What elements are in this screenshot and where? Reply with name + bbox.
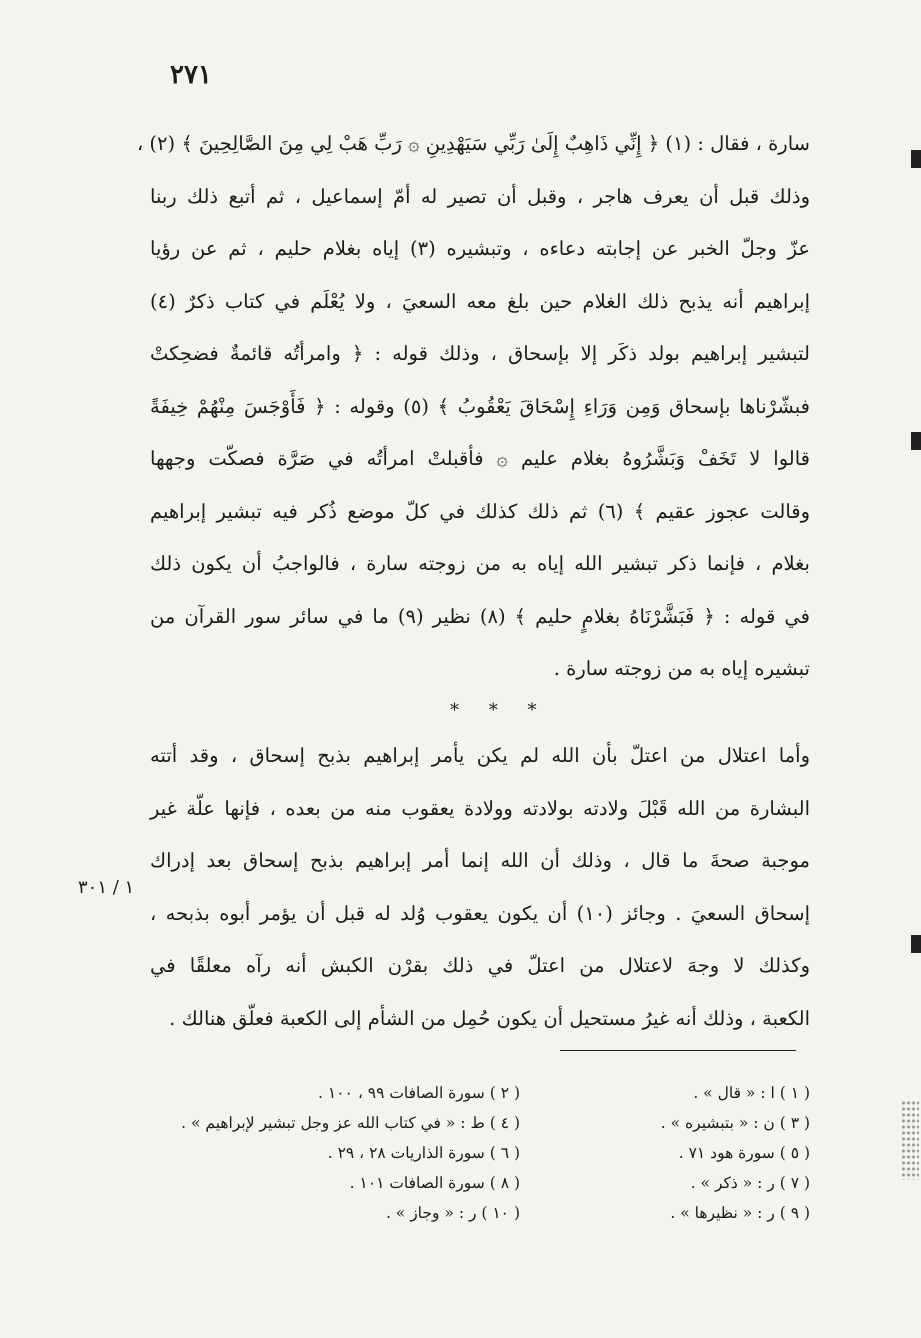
text-line: البشارة من الله قَبْلَ ولادته بولادته وولادة يعقوب منه من بعده ، فإنها علّة غير (150, 796, 810, 820)
footnote-divider (560, 1050, 796, 1051)
footnote: ( ٤ ) ط : « في كتاب الله عز وجل تبشير لإبراهيم » . (181, 1114, 520, 1132)
second-text-block (150, 730, 810, 1045)
footnotes-block (150, 1078, 810, 1228)
scan-edge-mark (911, 935, 921, 953)
margin-reference: ١ / ٣٠١ (78, 877, 135, 898)
footnote: ( ٥ ) سورة هود ٧١ . (678, 1144, 810, 1162)
text-line: وقالت عجوز عقيم ﴾ (٦) ثم ذلك كذلك في كلّ موضع ذُكر فيه تبشير إبراهيم (150, 499, 811, 523)
footnote: ( ١ ) ا : « قال » . (693, 1084, 810, 1102)
text-line: وأما اعتلال من اعتلّ بأن الله لم يكن يأمر إبراهيم بذبح إسحاق ، وقد أتته (150, 744, 810, 767)
footnote: ( ٩ ) ر : « نظيرها » . (670, 1204, 810, 1222)
footnote-row (150, 1108, 810, 1138)
text-line: إبراهيم أنه يذبح ذلك الغلام حين بلغ معه السعيَ ، ولا يُعْلَم في كتاب ذكرٌ (٤) (150, 289, 810, 313)
footnote-row (150, 1078, 810, 1108)
text-line: الكعبة ، وذلك أنه غيرُ مستحيل أن يكون حُمِل من الشأم إلى الكعبة فعلّق هنالك . (169, 1006, 810, 1030)
text-line: إسحاق السعيَ . وجائز (١٠) أن يكون يعقوب وُلد له قبل أن يؤمر أبوه بذبحه ، (150, 901, 811, 925)
text-line: فبشّرْناها بإسحاق وَمِن وَرَاءِ إِسْحَاقَ يَعْقُوبُ ﴾ (٥) وقوله : ﴿ فَأَوْجَسَ مِنْهُمْ خِيفَةً (150, 394, 810, 418)
text-line: في قوله : ﴿ فَبَشَّرْنَاهُ بغلامٍ حليم ﴾ (٨) نظير (٩) ما في سائر سور القرآن من (150, 604, 810, 628)
text-line: عزّ وجلّ الخبر عن إجابته دعاءه ، وتبشيره (٣) إياه بغلام حليم ، ثم عن رؤيا (150, 237, 810, 260)
text-line: بغلام ، فإنما ذكر تبشير الله إياه به من زوجته سارة ، فالواجبُ أن يكون ذلك (150, 552, 810, 575)
footnote: ( ٧ ) ر : « ذكر » . (690, 1174, 810, 1192)
scan-edge-mark (911, 432, 921, 450)
footnote-row (150, 1168, 810, 1198)
footnote-row (150, 1198, 810, 1228)
text-line: قالوا لا تَخَفْ وَبَشَّرُوهُ بغلام عليم ۞ فأقبلتْ امرأتُه في صَرَّة فصكّت وجهها (150, 447, 810, 470)
footnote: ( ١٠ ) ر : « وجاز » . (385, 1204, 520, 1222)
main-text-block (136, 118, 811, 696)
text-line: وذلك قبل أن يعرف هاجر ، وقبل أن تصير له أمّ إسماعيل ، ثم أتبع ذلك ربنا (150, 184, 810, 208)
footnote: ( ٢ ) سورة الصافات ٩٩ ، ١٠٠ . (318, 1084, 520, 1102)
text-line: موجبة صحةَ ما قال ، وذلك أن الله إنما أمر إبراهيم بذبح إسحاق بعد إدراك (150, 849, 810, 872)
footnote: ( ٨ ) سورة الصافات ١٠١ . (349, 1174, 520, 1192)
text-line: سارة ، فقال : (١) ﴿ إِنِّي ذَاهِبٌ إِلَىٰ رَبِّي سَيَهْدِينِ ۞ رَبِّ هَبْ لِي مِنَ الصَّالِحِينَ ﴾ (٢) ، (136, 132, 810, 155)
section-separator: * * * (450, 700, 549, 721)
footnote: ( ٣ ) ن : « بتبشيره » . (660, 1114, 810, 1132)
footnote-row (150, 1138, 810, 1168)
text-line: تبشيره إياه به من زوجته سارة . (553, 657, 810, 680)
page-number: ٢٧١ (170, 60, 212, 90)
footnote: ( ٦ ) سورة الذاريات ٢٨ ، ٢٩ . (327, 1144, 520, 1162)
text-line: وكذلك لا وجهَ لاعتلال من اعتلّ في ذلك بقرْن الكبش أنه رآه معلقًا في (150, 954, 810, 977)
text-line: لتبشير إبراهيم بولد ذكَر إلا بإسحاق ، وذلك قوله : ﴿ وامرأتُه قائمةٌ فضحِكتْ (150, 342, 810, 365)
scan-edge-mark (911, 150, 921, 168)
scan-noise (901, 1100, 919, 1180)
